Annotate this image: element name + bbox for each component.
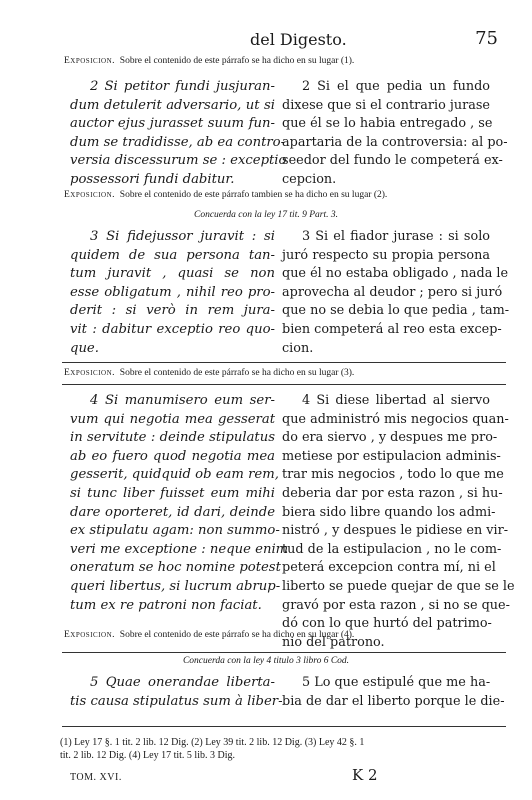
- latin-line: dum se tradidisse, ab ea contro-: [70, 134, 286, 150]
- signature-mark: K 2: [352, 766, 378, 784]
- exposicion-4: [64, 630, 504, 640]
- spanish-line: que administró mis negocios quan-: [282, 411, 509, 427]
- spanish-line: 2 Si el que pedia un fundo: [302, 79, 490, 94]
- latin-paragraph-2: [70, 78, 287, 190]
- latin-paragraph-4: [70, 392, 289, 615]
- spanish-line: cion.: [282, 340, 314, 356]
- latin-line: 3 Si fidejussor juravit : si: [90, 229, 275, 244]
- latin-line: auctor ejus jurasset suum fun-: [70, 116, 275, 132]
- latin-line: gesserit, quidquid ob eam rem,: [70, 467, 279, 483]
- spanish-line: bia de dar el liberto porque le die-: [282, 693, 505, 709]
- spanish-line: bien competerá al reo esta excep-: [282, 321, 502, 337]
- spanish-line: que él no estaba obligado , nada le: [282, 266, 509, 282]
- spanish-line: nistró , y despues le pidiese en vir-: [282, 523, 509, 539]
- latin-line: derit : si verò in rem jura-: [70, 303, 275, 319]
- exposicion-text: Sobre el contenido de este párrafo se ha dicho en su lugar (3).: [119, 368, 355, 378]
- spanish-paragraph-5: [282, 674, 505, 711]
- spanish-line: dixese que si el contrario jurase: [282, 97, 490, 113]
- section-rule: [62, 652, 506, 653]
- concuerda-note-2: Concuerda con la ley 4 titulo 3 libro 6 Cod.: [182, 656, 350, 666]
- spanish-line: seedor del fundo le competerá ex-: [282, 153, 503, 169]
- spanish-line: aprovecha al deudor ; pero si juró: [282, 284, 503, 300]
- spanish-line: nio del patrono.: [282, 634, 385, 650]
- latin-line: 5 Quae onerandae liberta-: [90, 675, 275, 690]
- spanish-paragraph-2: [282, 78, 508, 190]
- spanish-line: cepcion.: [282, 171, 337, 187]
- latin-line: esse obligatum , nihil reo pro-: [70, 284, 275, 300]
- exposicion-label: Exposicion.: [64, 190, 116, 200]
- spanish-line: deberia dar por esta razon , si hu-: [282, 485, 503, 501]
- latin-line: que.: [70, 340, 99, 356]
- latin-line: dum detulerit adversario, ut si: [70, 97, 275, 113]
- exposicion-text: Sobre el contenido de este párrafo se ha dicho en su lugar (4).: [119, 630, 355, 640]
- spanish-line: que no se debia lo que pedia , tam-: [282, 303, 510, 319]
- exposicion-1: [64, 56, 504, 66]
- exposicion-label: Exposicion.: [64, 56, 116, 66]
- exposicion-3: [64, 368, 504, 378]
- exposicion-label: Exposicion.: [64, 368, 116, 378]
- latin-line: si tunc liber fuisset eum mihi: [70, 485, 275, 501]
- spanish-line: dó con lo que hurtó del patrimo-: [282, 616, 492, 632]
- spanish-line: gravó por esta razon , si no se que-: [282, 597, 510, 613]
- section-rule: [62, 384, 506, 385]
- spanish-line: tud de la estipulacion , no le com-: [282, 541, 502, 557]
- latin-line: versia discessurum se : exceptio: [70, 153, 287, 169]
- latin-paragraph-5: [70, 674, 283, 711]
- latin-paragraph-3: [70, 228, 275, 358]
- footnote-line: (1) Ley 17 §. 1 tit. 2 lib. 12 Dig. (2) Ley 39 tit. 2 lib. 12 Dig. (3) Ley 42 §. 1: [60, 737, 365, 748]
- footnote-line: tit. 2 lib. 12 Dig. (4) Ley 17 tit. 5 lib. 3 Dig.: [60, 750, 235, 761]
- latin-line: tum juravit , quasi se non: [70, 266, 275, 282]
- spanish-line: juró respecto su propia persona: [282, 247, 490, 263]
- latin-line: ex stipulatu agam: non summo-: [70, 523, 280, 539]
- spanish-line: 4 Si diese libertad al siervo: [302, 393, 490, 408]
- running-title: del Digesto.: [250, 30, 347, 49]
- latin-line: in servitute : deinde stipulatus: [70, 430, 275, 446]
- footnotes: [60, 736, 510, 762]
- footnote-rule: [62, 726, 506, 727]
- exposicion-2: [64, 190, 504, 200]
- spanish-line: biera sido libre quando los admi-: [282, 504, 496, 520]
- spanish-line: que él se lo habia entregado , se: [282, 116, 493, 132]
- running-head: [60, 28, 500, 52]
- exposicion-label: Exposicion.: [64, 630, 116, 640]
- spanish-line: apartaria de la controversia: al po-: [282, 134, 508, 150]
- latin-line: ab eo fuero quod negotia mea: [70, 448, 275, 464]
- spanish-line: peterá excepcion contra mí, ni el: [282, 560, 496, 576]
- exposicion-text: Sobre el contenido de este párrafo tambien se ha dicho en su lugar (2).: [119, 190, 388, 200]
- spanish-line: metiese por estipulacion adminis-: [282, 448, 501, 464]
- spanish-line: trar mis negocios , todo lo que me: [282, 467, 504, 483]
- spanish-line: do era siervo , y despues me pro-: [282, 430, 498, 446]
- latin-line: queri libertus, si lucrum abrup-: [70, 578, 281, 594]
- latin-line: oneratum se hoc nomine potest: [70, 560, 281, 576]
- section-rule: [62, 362, 506, 363]
- exposicion-text: Sobre el contenido de este párrafo se ha dicho en su lugar (1).: [119, 56, 355, 66]
- spanish-line: 3 Si el fiador jurase : si solo: [302, 229, 490, 244]
- latin-line: quidem de sua persona tan-: [70, 247, 275, 263]
- spanish-paragraph-4: [282, 392, 515, 652]
- spanish-line: 5 Lo que estipulé que me ha-: [302, 675, 491, 690]
- spanish-line: liberto se puede quejar de que se le: [282, 578, 515, 594]
- latin-line: 2 Si petitor fundi jusjuran-: [90, 79, 275, 94]
- latin-line: tis causa stipulatus sum à liber-: [70, 693, 283, 709]
- latin-line: vum qui negotia mea gesserat: [70, 411, 275, 427]
- latin-line: tum ex re patroni non faciat.: [70, 597, 262, 613]
- latin-line: vit : dabitur exceptio reo quo-: [70, 321, 275, 337]
- page-number: 75: [475, 28, 498, 49]
- concuerda-note-1: Concuerda con la ley 17 tit. 9 Part. 3.: [194, 210, 338, 220]
- latin-line: dare oporteret, id dari, deinde: [70, 504, 275, 520]
- spanish-paragraph-3: [282, 228, 510, 358]
- latin-line: possessori fundi dabitur.: [70, 171, 235, 187]
- latin-line: 4 Si manumisero eum ser-: [90, 393, 275, 408]
- latin-line: veri me exceptione : neque enim: [70, 541, 289, 557]
- volume-mark: TOM. XVI.: [70, 772, 122, 783]
